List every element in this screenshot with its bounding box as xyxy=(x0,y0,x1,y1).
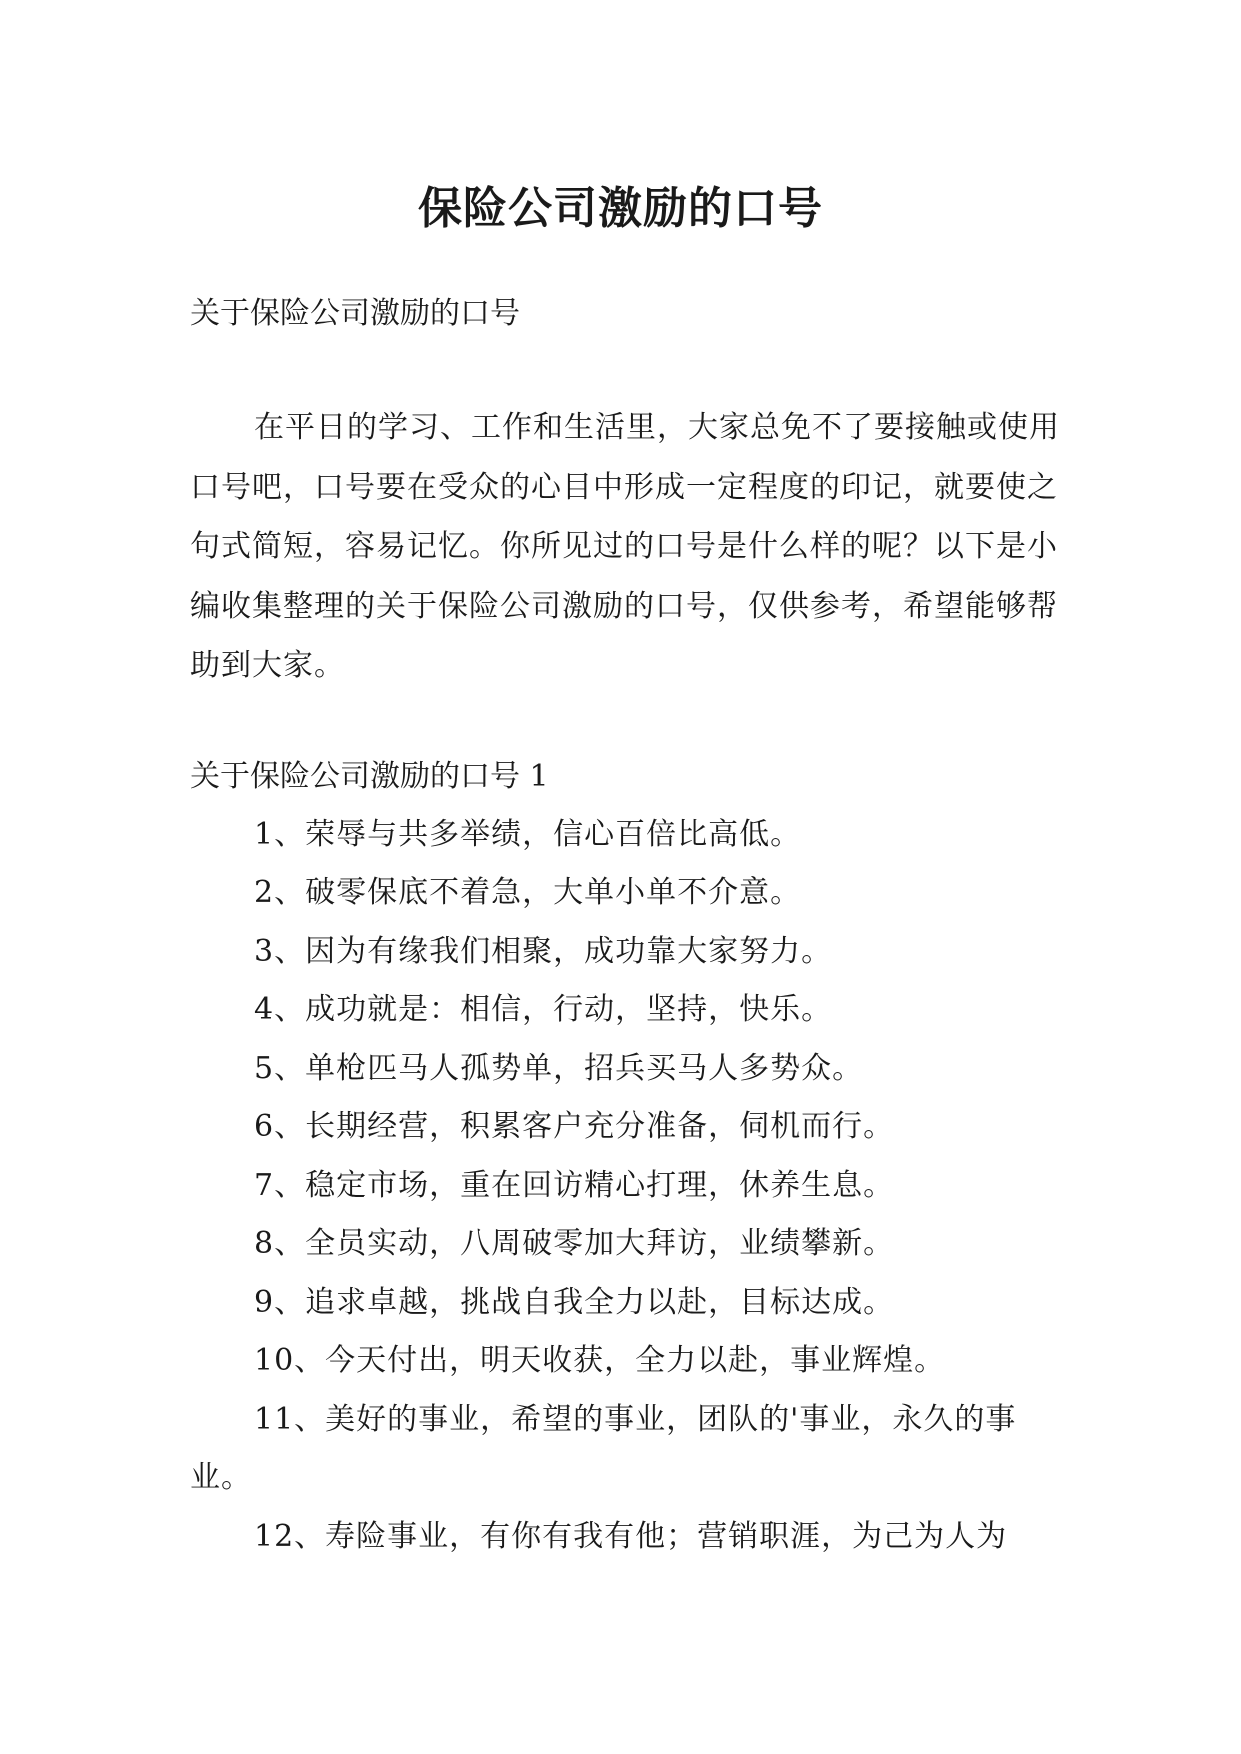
slogan-item: 12、寿险事业，有你有我有他；营销职涯，为己为人为 xyxy=(254,1518,1008,1554)
slogan-item: 2、破零保底不着急，大单小单不介意。 xyxy=(254,875,802,910)
slogan-item: 4、成功就是：相信，行动，坚持，快乐。 xyxy=(254,992,833,1027)
slogan-item: 11、美好的事业，希望的事业，团队的'事业，永久的事业。 xyxy=(190,1401,1017,1495)
document-title: 保险公司激励的口号 xyxy=(418,183,823,235)
section-heading: 关于保险公司激励的口号 1 xyxy=(190,758,549,794)
slogan-list xyxy=(190,806,1062,1567)
slogan-item: 6、长期经营，积累客户充分准备，伺机而行。 xyxy=(254,1109,895,1144)
document-subtitle: 关于保险公司激励的口号 xyxy=(190,296,520,331)
intro-paragraph: 在平日的学习、工作和生活里，大家总免不了要接触或使用口号吧，口号要在受众的心目中形成一定程度的印记，就要使之句式简短，容易记忆。你所见过的口号是什么样的呢？以下是小编收集整理的关于保险公司激励的口号，仅供参考，希望能够帮助到大家。 xyxy=(190,410,1060,683)
slogan-item: 9、追求卓越，挑战自我全力以赴，目标达成。 xyxy=(254,1284,895,1320)
document-body xyxy=(190,290,1062,1566)
slogan-item: 7、稳定市场，重在回访精心打理，休养生息。 xyxy=(254,1167,895,1203)
slogan-item: 8、全员实动，八周破零加大拜访，业绩攀新。 xyxy=(254,1226,895,1261)
slogan-item: 3、因为有缘我们相聚，成功靠大家努力。 xyxy=(254,933,833,969)
slogan-item: 10、今天付出，明天收获，全力以赴，事业辉煌。 xyxy=(254,1343,946,1378)
slogan-item: 1、荣辱与共多举绩，信心百倍比高低。 xyxy=(254,816,802,852)
slogan-item: 5、单枪匹马人孤势单，招兵买马人多势众。 xyxy=(254,1050,864,1086)
